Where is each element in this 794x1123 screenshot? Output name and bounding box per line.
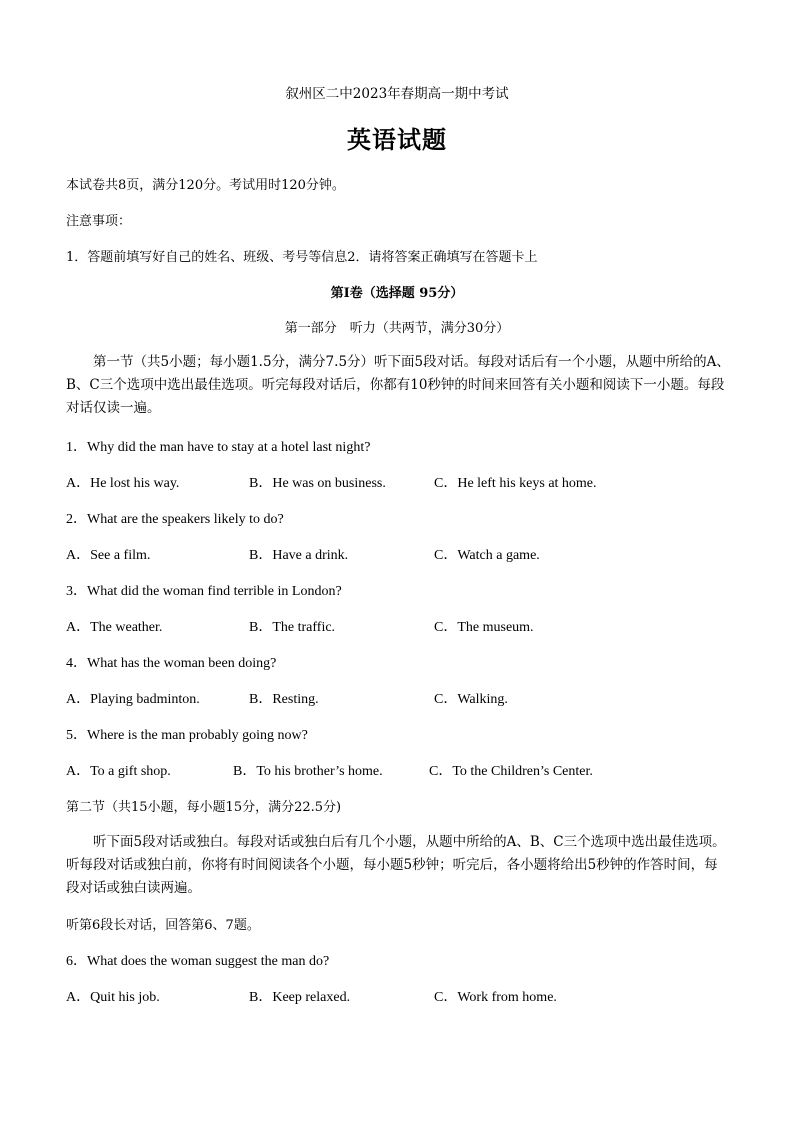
exam-title: 英语试题	[347, 126, 447, 154]
question-stem: 2．What are the speakers likely to do?	[66, 512, 284, 527]
option-b: B．To his brother’s home.	[233, 764, 383, 779]
option-c: C．Work from home.	[434, 990, 557, 1005]
option-b: B．He was on business.	[249, 476, 386, 491]
question-stem: 3．What did the woman find terrible in London?	[66, 584, 342, 599]
option-b: B．Have a drink.	[249, 548, 349, 563]
option-a: A．See a film.	[66, 548, 151, 563]
option-c: C．Watch a game.	[434, 548, 540, 563]
option-c: C．The museum.	[434, 620, 534, 635]
dialogue-note: 听第6段长对话，回答第6、7题。	[66, 918, 260, 933]
question-stem: 6．What does the woman suggest the man do?	[66, 954, 330, 969]
option-b: B．Resting.	[249, 692, 319, 707]
notes-label: 注意事项：	[66, 214, 132, 229]
part-heading: 第一部分 听力（共两节，满分30分）	[284, 321, 510, 336]
option-a: A．He lost his way.	[66, 476, 180, 491]
section1-instructions: 第一节（共5小题；每小题1.5分，满分7.5分）听下面5段对话。每段对话后有一个小题，从题中所给的A、B、C三个选项中选出最佳选项。听完每段对话后，你都有10秒钟的时间来回答有关小题和阅读下一小题。每段对话仅读一遍。	[66, 354, 730, 416]
option-c: C．He left his keys at home.	[434, 476, 597, 491]
option-a: A．To a gift shop.	[66, 764, 171, 779]
option-a: A．Playing badminton.	[66, 692, 200, 707]
note-1: 1．答题前填写好自己的姓名、班级、考号等信息2．请将答案正确填写在答题卡上	[66, 250, 538, 265]
question-stem: 5．Where is the man probably going now?	[66, 728, 308, 743]
exam-subtitle: 叙州区二中2023年春期高一期中考试	[285, 86, 509, 102]
option-c: C．Walking.	[434, 692, 508, 707]
option-b: B．The traffic.	[249, 620, 336, 635]
option-a: A．The weather.	[66, 620, 163, 635]
volume-heading: 第I卷（选择题 95分）	[330, 286, 464, 301]
question-stem: 4．What has the woman been doing?	[66, 656, 277, 671]
question-stem: 1．Why did the man have to stay at a hotel last night?	[66, 440, 371, 455]
section2-heading: 第二节（共15小题，每小题15分，满分22.5分)	[66, 800, 342, 815]
option-a: A．Quit his job.	[66, 990, 160, 1005]
option-b: B．Keep relaxed.	[249, 990, 351, 1005]
section2-instructions: 听下面5段对话或独白。每段对话或独白后有几个小题，从题中所给的A、B、C三个选项中选出最佳选项。听每段对话或独白前，你将有时间阅读各个小题，每小题5秒钟；听完后，各小题将给出5秒钟的作答时间，每段对话或独白读两遍。	[66, 834, 726, 896]
exam-info: 本试卷共8页，满分120分。考试用时120分钟。	[66, 178, 345, 193]
option-c: C．To the Children’s Center.	[429, 764, 593, 779]
